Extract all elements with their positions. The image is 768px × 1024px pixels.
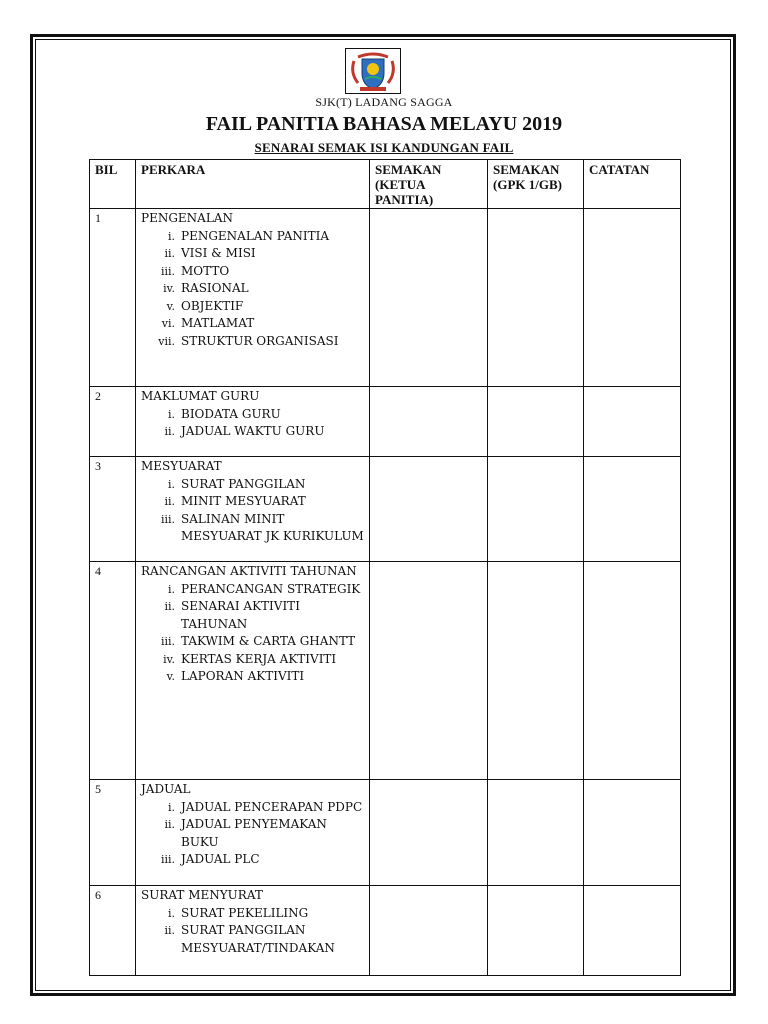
list-item: iii. SALINAN MINIT MESYUARAT JK KURIKULUM xyxy=(160,511,364,543)
section-title: SURAT MENYURAT xyxy=(141,888,263,902)
list-item: i. JADUAL PENCERAPAN PDPC xyxy=(167,799,363,814)
column-header-semakan-gpk: SEMAKAN (GPK 1/GB) xyxy=(488,160,584,209)
semakan-ketua-cell[interactable] xyxy=(370,209,488,387)
row-number: 6 xyxy=(90,886,136,976)
semakan-gpk-cell[interactable] xyxy=(488,387,584,457)
list-item: ii. MINIT MESYUARAT xyxy=(164,494,306,508)
row-perkara xyxy=(136,209,370,387)
list-item: i. SURAT PANGGILAN xyxy=(167,476,306,491)
semakan-ketua-cell[interactable] xyxy=(370,562,488,780)
list-item: iii. JADUAL PLC xyxy=(160,852,260,866)
list-item: iii. MOTTO xyxy=(160,263,230,278)
catatan-cell[interactable] xyxy=(584,457,681,562)
semakan-gpk-cell[interactable] xyxy=(488,562,584,780)
list-item: i. PERANCANGAN STRATEGIK xyxy=(167,581,361,596)
list-item: iv. RASIONAL xyxy=(163,281,249,295)
section-title: MAKLUMAT GURU xyxy=(141,389,260,403)
column-header-semakan-ketua: SEMAKAN (KETUA PANITIA) xyxy=(370,160,488,209)
semakan-ketua-cell[interactable] xyxy=(370,780,488,886)
row-perkara xyxy=(136,457,370,562)
semakan-gpk-cell[interactable] xyxy=(488,209,584,387)
list-item: v. LAPORAN AKTIVITI xyxy=(166,669,305,683)
list-item: i. PENGENALAN PANITIA xyxy=(167,228,330,243)
list-item: v. OBJEKTIF xyxy=(166,298,244,313)
list-item: ii. SENARAI AKTIVITI TAHUNAN xyxy=(164,599,300,631)
row-perkara xyxy=(136,562,370,780)
document-title: FAIL PANITIA BAHASA MELAYU 2019 xyxy=(205,113,563,135)
semakan-gpk-cell[interactable] xyxy=(488,780,584,886)
document-subtitle: SENARAI SEMAK ISI KANDUNGAN FAIL xyxy=(254,140,514,155)
list-item: vii. STRUKTUR ORGANISASI xyxy=(158,333,339,348)
row-number: 1 xyxy=(90,209,136,387)
catatan-cell[interactable] xyxy=(584,209,681,387)
row-perkara xyxy=(136,886,370,976)
list-item: iv. KERTAS KERJA AKTIVITI xyxy=(163,651,337,666)
catatan-cell[interactable] xyxy=(584,562,681,780)
school-crest-icon xyxy=(345,48,401,94)
catatan-cell[interactable] xyxy=(584,780,681,886)
section-title: MESYUARAT xyxy=(141,459,222,473)
school-name: SJK(T) LADANG SAGGA xyxy=(315,95,453,109)
semakan-ketua-cell[interactable] xyxy=(370,886,488,976)
table-header-row xyxy=(90,160,681,209)
checklist-table xyxy=(89,159,681,976)
list-item: iii. TAKWIM & CARTA GHANTT xyxy=(160,634,356,648)
semakan-gpk-cell[interactable] xyxy=(488,457,584,562)
list-item: ii. JADUAL PENYEMAKAN BUKU xyxy=(164,817,327,849)
semakan-ketua-cell[interactable] xyxy=(370,387,488,457)
catatan-cell[interactable] xyxy=(584,886,681,976)
table-row xyxy=(90,562,681,780)
section-title: JADUAL xyxy=(141,782,191,796)
column-header-bil: BIL xyxy=(90,160,136,209)
table-row xyxy=(90,780,681,886)
table-row xyxy=(90,209,681,387)
table-row xyxy=(90,457,681,562)
catatan-cell[interactable] xyxy=(584,387,681,457)
row-perkara xyxy=(136,780,370,886)
section-title: RANCANGAN AKTIVITI TAHUNAN xyxy=(141,564,357,578)
semakan-gpk-cell[interactable] xyxy=(488,886,584,976)
table-row xyxy=(90,387,681,457)
list-item: vi. MATLAMAT xyxy=(161,316,255,330)
row-number: 2 xyxy=(90,387,136,457)
row-number: 4 xyxy=(90,562,136,780)
column-header-perkara: PERKARA xyxy=(136,160,370,209)
row-number: 3 xyxy=(90,457,136,562)
list-item: i. BIODATA GURU xyxy=(167,406,281,421)
section-title: PENGENALAN xyxy=(141,211,233,225)
row-number: 5 xyxy=(90,780,136,886)
list-item: ii. VISI & MISI xyxy=(164,246,256,260)
row-perkara xyxy=(136,387,370,457)
list-item: ii. SURAT PANGGILAN MESYUARAT/TINDAKAN xyxy=(164,923,335,955)
column-header-catatan: CATATAN xyxy=(584,160,681,209)
list-item: i. SURAT PEKELILING xyxy=(167,905,309,920)
semakan-ketua-cell[interactable] xyxy=(370,457,488,562)
list-item: ii. JADUAL WAKTU GURU xyxy=(164,424,325,438)
table-row xyxy=(90,886,681,976)
